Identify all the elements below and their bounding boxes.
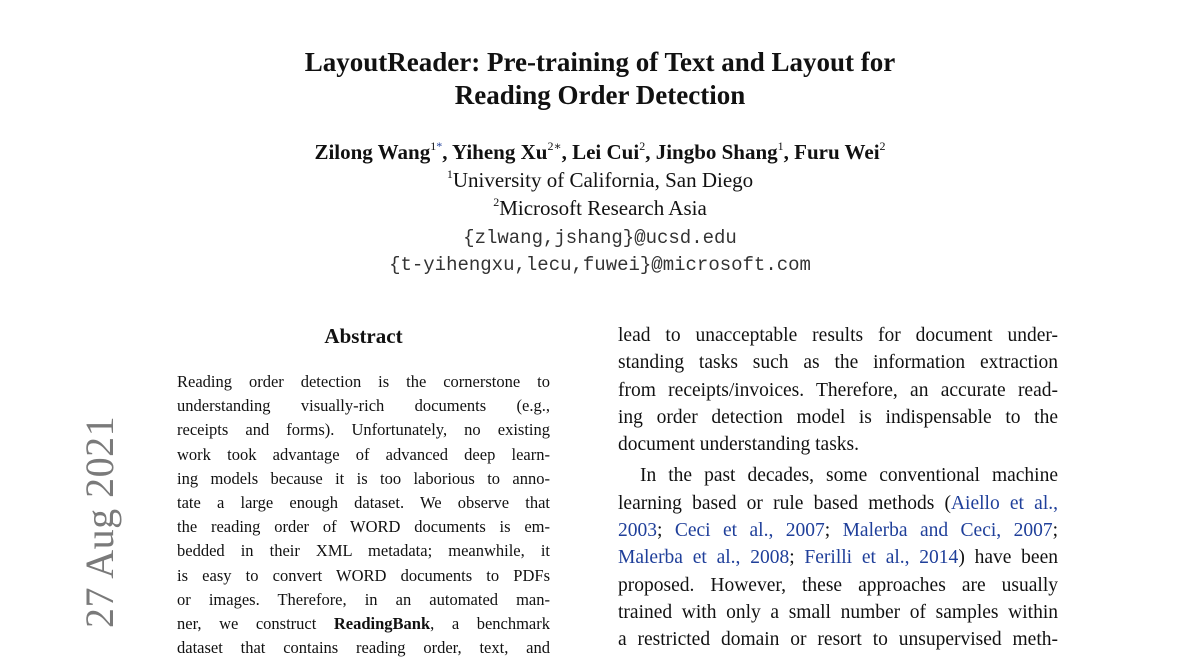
abstract-line-text: ner, we construct [177, 613, 317, 633]
author-email: {t-yihengxu,lecu,fuwei}@microsoft.com [389, 254, 811, 276]
author-name: Lei Cui [572, 140, 640, 164]
author-name: Zilong Wang [314, 140, 431, 164]
abstract-text [177, 370, 550, 660]
equal-contribution-mark[interactable]: * [436, 139, 443, 153]
arxiv-date-text: 27 Aug 2021 [77, 415, 122, 628]
body-line: lead to unacceptable results for document under- [618, 325, 1058, 346]
dataset-name: ReadingBank [333, 613, 431, 633]
paper-title [0, 46, 1200, 112]
abstract-line: understanding visually-rich documents (e.g., [177, 396, 550, 416]
affiliation [0, 166, 1200, 194]
abstract-line-text: , a benchmark [430, 613, 550, 633]
citation-link[interactable]: Ferilli et al., 2014 [804, 547, 959, 569]
paper-title-line-2: Reading Order Detection [454, 80, 746, 110]
citation-separator: ; [789, 547, 805, 569]
abstract-line: is easy to convert WORD documents to PDFs [177, 565, 550, 585]
body-line: proposed. However, these approaches are usually [618, 574, 1058, 596]
body-line [618, 490, 1058, 517]
citation-separator: ; [824, 520, 843, 542]
citation-link[interactable]: Malerba and Ceci, 2007 [842, 520, 1053, 542]
abstract-line [177, 612, 550, 636]
abstract-line: or images. Therefore, in an automated man- [177, 589, 550, 609]
body-line: In the past decades, some conventional machine [640, 465, 1058, 487]
citation-link[interactable]: Malerba et al., 2008 [618, 547, 790, 569]
author-name: Jingbo Shang [655, 140, 778, 164]
abstract-line: dataset that contains reading order, text, and [177, 638, 550, 658]
citation-link[interactable]: Ceci et al., 2007 [674, 520, 825, 542]
body-line: standing tasks such as the information extraction [618, 352, 1058, 374]
citation-link[interactable]: Aiello et al., [950, 492, 1058, 514]
author-list: Zilong Wang$^{1*}$, Yiheng $Xu^{2∗}$, Lei Cui$^2$, Jingbo Shang$^1$, Furu Wei$^2$ [314, 139, 886, 164]
citation-link[interactable]: 2003 [618, 520, 657, 542]
affiliation-name: University of California, San Diego [452, 168, 754, 192]
abstract-line: work took advantage of advanced deep learn- [177, 444, 550, 464]
abstract-line: ing models because it is too laborious to anno- [177, 468, 550, 488]
abstract-heading: Abstract [324, 324, 403, 348]
author-name: Yiheng Xu [451, 140, 548, 164]
citation-separator: ; [1052, 520, 1058, 542]
body-line: document understanding tasks. [618, 434, 859, 456]
affiliation [0, 194, 1200, 222]
author-email: {zlwang,jshang}@ucsd.edu [463, 227, 737, 249]
body-line [618, 544, 1058, 571]
body-line: trained with only a small number of samples within [618, 601, 1058, 623]
abstract-line: Reading order detection is the cornerstone to [177, 372, 550, 391]
author-affiliation-mark: 2 [879, 139, 886, 153]
paper-title-line-1: LayoutReader: Pre-training of Text and Layout for [304, 47, 896, 77]
body-line-text: learning based or rule based methods ( [618, 492, 951, 514]
arxiv-date-stamp [28, 414, 122, 628]
abstract-line: tate a large enough dataset. We observe that [177, 492, 550, 512]
affiliation-name: Microsoft Research Asia [499, 196, 707, 220]
body-line: a restricted domain or resort to unsupervised meth- [618, 629, 1058, 651]
citation-separator: ; [657, 520, 675, 542]
author-affiliation-mark: 2 [639, 139, 646, 153]
body-line: ing order detection model is indispensable to the [618, 406, 1058, 428]
abstract-line: the reading order of WORD documents is em- [177, 517, 550, 537]
abstract-line: bedded in their XML metadata; meanwhile, it [177, 541, 550, 561]
body-text-column [618, 322, 1058, 654]
author-affiliation-mark: 1 [777, 139, 784, 153]
author-affiliation-mark: 1 [430, 139, 437, 153]
abstract-line: receipts and forms). Unfortunately, no existing [177, 420, 550, 440]
author-name: Furu Wei [794, 140, 880, 164]
author-affiliation-mark: 2∗ [547, 139, 562, 153]
affiliation-mark: 2 [493, 195, 500, 209]
body-line [618, 517, 1058, 544]
body-line-text: ) have been [958, 547, 1058, 569]
affiliation-mark: 1 [446, 167, 453, 181]
body-line: from receipts/invoices. Therefore, an accurate read- [618, 379, 1058, 401]
